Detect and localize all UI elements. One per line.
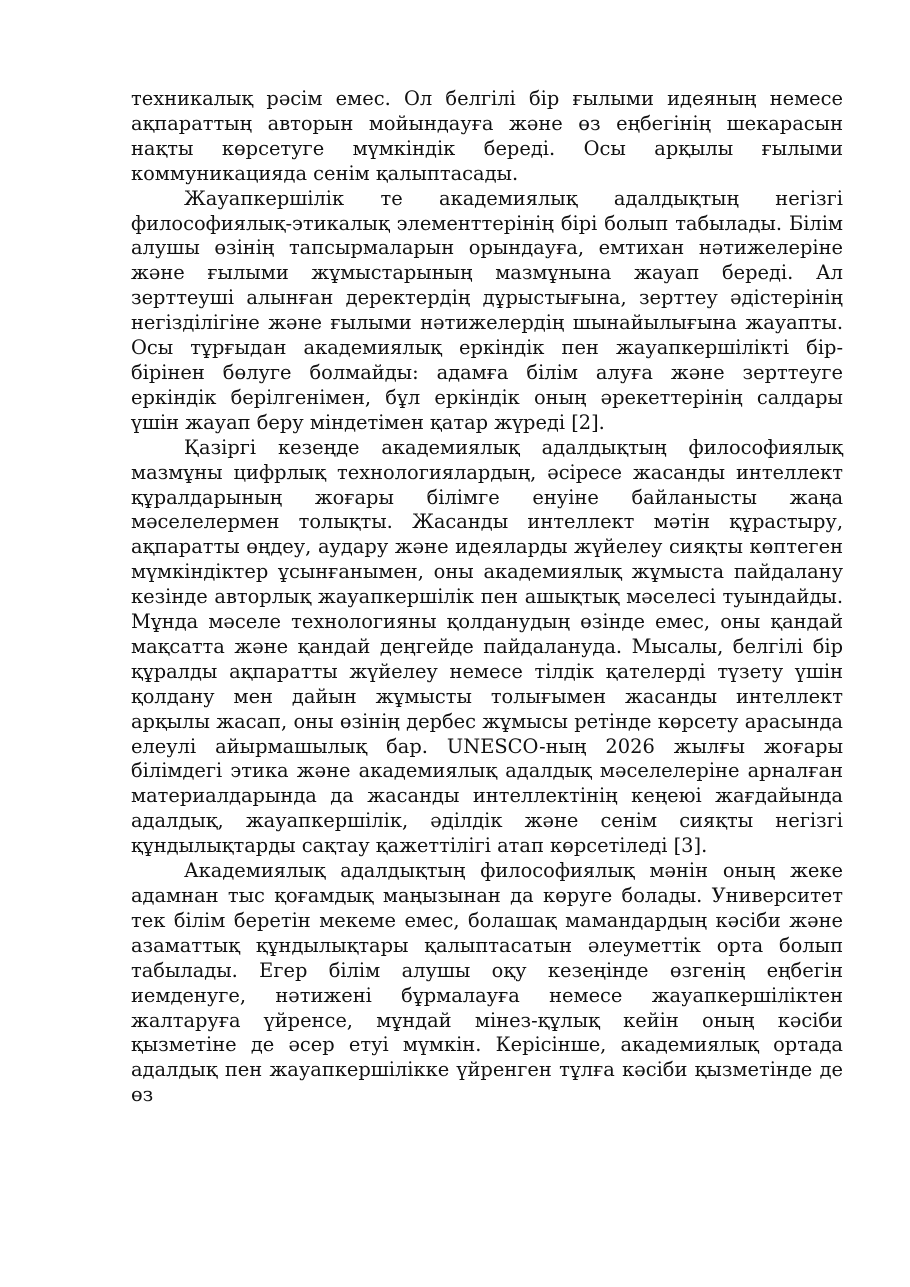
document-body <box>131 87 843 1108</box>
paragraph-ai-technology: Қазіргі кезеңде академиялық адалдықтың философиялық мазмұны цифрлық технологиялардың, әсіресе жасанды интеллект құралдарының жоғары білімге енуіне байланысты жаңа мәселелермен толықты. Жасанды интеллект мәтін құрастыру, ақпаратты өңдеу, аудару және идеяларды жүйелеу сияқты көптеген мүмкіндіктер ұсынғанымен, оны академиялық жұмыста пайдалану кезінде авторлық жауапкершілік пен ашықтық мәселесі туындайды. Мұнда мәселе технологияны қолданудың өзінде емес, оны қандай мақсатта және қандай деңгейде пайдалануда. Мысалы, белгілі бір құралды ақпаратты жүйелеу немесе тілдік қателерді түзету үшін қолдану мен дайын жұмысты толығымен жасанды интеллект арқылы жасап, оны өзінің дербес жұмысы ретінде көрсету арасында елеулі айырмашылық бар. UNESCO-ның 2026 жылғы жоғары білімдегі этика және академиялық адалдық мәселелеріне арналған материалдарында да жасанды интеллектінің кеңеюі жағдайында адалдық, жауапкершілік, әділдік және сенім сияқты негізгі құндылықтарды сақтау қажеттілігі атап көрсетіледі [3]. <box>131 435 843 858</box>
paragraph-continuation: техникалық рәсім емес. Ол белгілі бір ғылыми идеяның немесе ақпараттың авторын мойындауға және өз еңбегінің шекарасын нақты көрсетуге мүмкіндік береді. Осы арқылы ғылыми коммуникацияда сенім қалыптасады. <box>131 87 843 185</box>
paragraph-social-significance: Академиялық адалдықтың философиялық мәнін оның жеке адамнан тыс қоғамдық маңызынан да көруге болады. Университет тек білім беретін мекеме емес, болашақ мамандардың кәсіби және азаматтық құндылықтары қалыптасатын әлеуметтік орта болып табылады. Егер білім алушы оқу кезеңінде өзгенің еңбегін иемденуге, нәтижені бұрмалауға немесе жауапкершіліктен жалтаруға үйренсе, мұндай мінез-құлық кейін оның кәсіби қызметіне де әсер етуі мүмкін. Керісінше, академиялық ортада адалдық пен жауапкершілікке үйренген тұлға кәсіби қызметінде де өз <box>131 859 843 1107</box>
paragraph-responsibility: Жауапкершілік те академиялық адалдықтың негізгі философиялық-этикалық элементтерінің бірі болып табылады. Білім алушы өзінің тапсырмаларын орындауға, емтихан нәтижелеріне және ғылыми жұмыстарының мазмұнына жауап береді. Ал зерттеуші алынған деректердің дұрыстығына, зерттеу әдістерінің негізділігіне және ғылыми нәтижелердің шынайылығына жауапты. Осы тұрғыдан академиялық еркіндік пен жауапкершілікті бір-бірінен бөлуге болмайды: адамға білім алуға және зерттеуге еркіндік берілгенімен, бұл еркіндік оның әрекеттерінің салдары үшін жауап беру міндетімен қатар жүреді [2]. <box>131 186 843 434</box>
